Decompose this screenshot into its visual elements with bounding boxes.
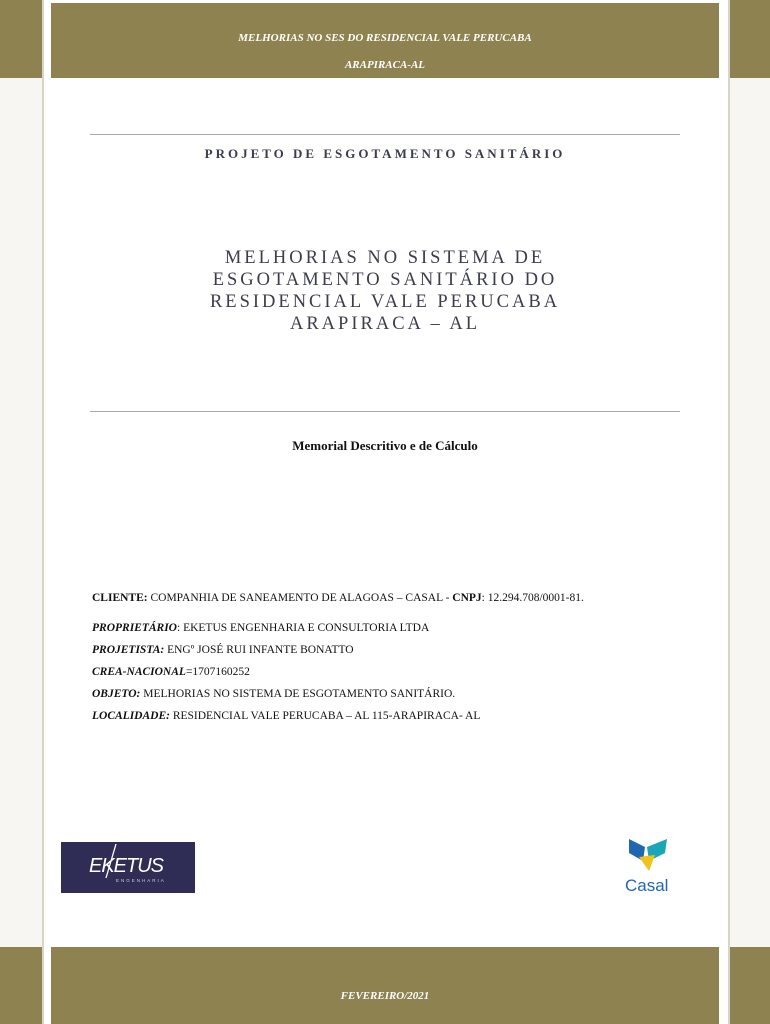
eketus-logo	[61, 842, 195, 893]
project-label: PROJETO DE ESGOTAMENTO SANITÁRIO	[204, 146, 566, 161]
localidade-label: LOCALIDADE:	[92, 710, 170, 722]
main-title	[90, 247, 680, 335]
proprietario-value: : EKETUS ENGENHARIA E CONSULTORIA LTDA	[177, 622, 430, 634]
footer-date: FEVEREIRO/2021	[340, 990, 430, 1002]
document-page	[51, 0, 719, 1024]
main-title-line-4: ARAPIRACA – AL	[289, 314, 481, 334]
eketus-logo-subtext: ENGENHARIA	[116, 878, 166, 883]
main-title-line-2: ESGOTAMENTO SANITÁRIO DO	[212, 270, 558, 290]
info-objeto	[92, 688, 692, 700]
objeto-label: OBJETO:	[92, 688, 141, 700]
casal-logo-text: Casal	[625, 876, 669, 895]
middle-divider	[90, 411, 680, 412]
crea-label: CREA-NACIONAL	[92, 666, 186, 678]
cliente-value: COMPANHIA DE SANEAMENTO DE ALAGOAS – CASAL -	[147, 592, 450, 604]
left-margin-strip	[0, 0, 44, 1024]
main-title-line-1: MELHORIAS NO SISTEMA DE	[224, 248, 546, 268]
casal-logo	[621, 833, 681, 895]
footer-band	[51, 947, 719, 1024]
subtitle: Memorial Descritivo e de Cálculo	[292, 438, 478, 453]
localidade-value: RESIDENCIAL VALE PERUCABA – AL 115-ARAPIRACA- AL	[169, 710, 481, 722]
info-proprietario	[92, 622, 692, 634]
header-line-1: MELHORIAS NO SES DO RESIDENCIAL VALE PERUCABA	[238, 32, 532, 44]
eketus-logo-graphic	[61, 842, 195, 893]
header-line-2: ARAPIRACA-AL	[344, 59, 426, 71]
projetista-label: PROJETISTA:	[92, 644, 165, 656]
proprietario-label: PROPRIETÁRIO	[92, 622, 177, 634]
cnpj-value: : 12.294.708/0001-81.	[481, 592, 584, 604]
right-margin-band-top	[730, 0, 770, 78]
casal-logo-graphic	[621, 833, 681, 895]
right-margin-band-bottom	[730, 947, 770, 1024]
crea-value: =1707160252	[185, 666, 250, 678]
casal-logo-yellow-shape	[639, 855, 655, 871]
info-localidade	[92, 710, 692, 722]
info-crea	[92, 666, 692, 678]
right-margin-strip	[728, 0, 770, 1024]
header-band	[51, 3, 719, 78]
cliente-label: CLIENTE:	[92, 592, 148, 604]
top-divider	[90, 134, 680, 135]
cnpj-label: CNPJ	[449, 592, 482, 604]
left-margin-band-top	[0, 0, 42, 78]
eketus-logo-text: EKETUS	[89, 855, 164, 877]
left-margin-band-bottom	[0, 947, 42, 1024]
objeto-value: MELHORIAS NO SISTEMA DE ESGOTAMENTO SANITÁRIO.	[140, 688, 456, 700]
info-cliente	[92, 592, 692, 604]
main-title-line-3: RESIDENCIAL VALE PERUCABA	[209, 292, 561, 312]
projetista-value: ENGº JOSÉ RUI INFANTE BONATTO	[164, 644, 354, 656]
info-projetista	[92, 644, 692, 656]
